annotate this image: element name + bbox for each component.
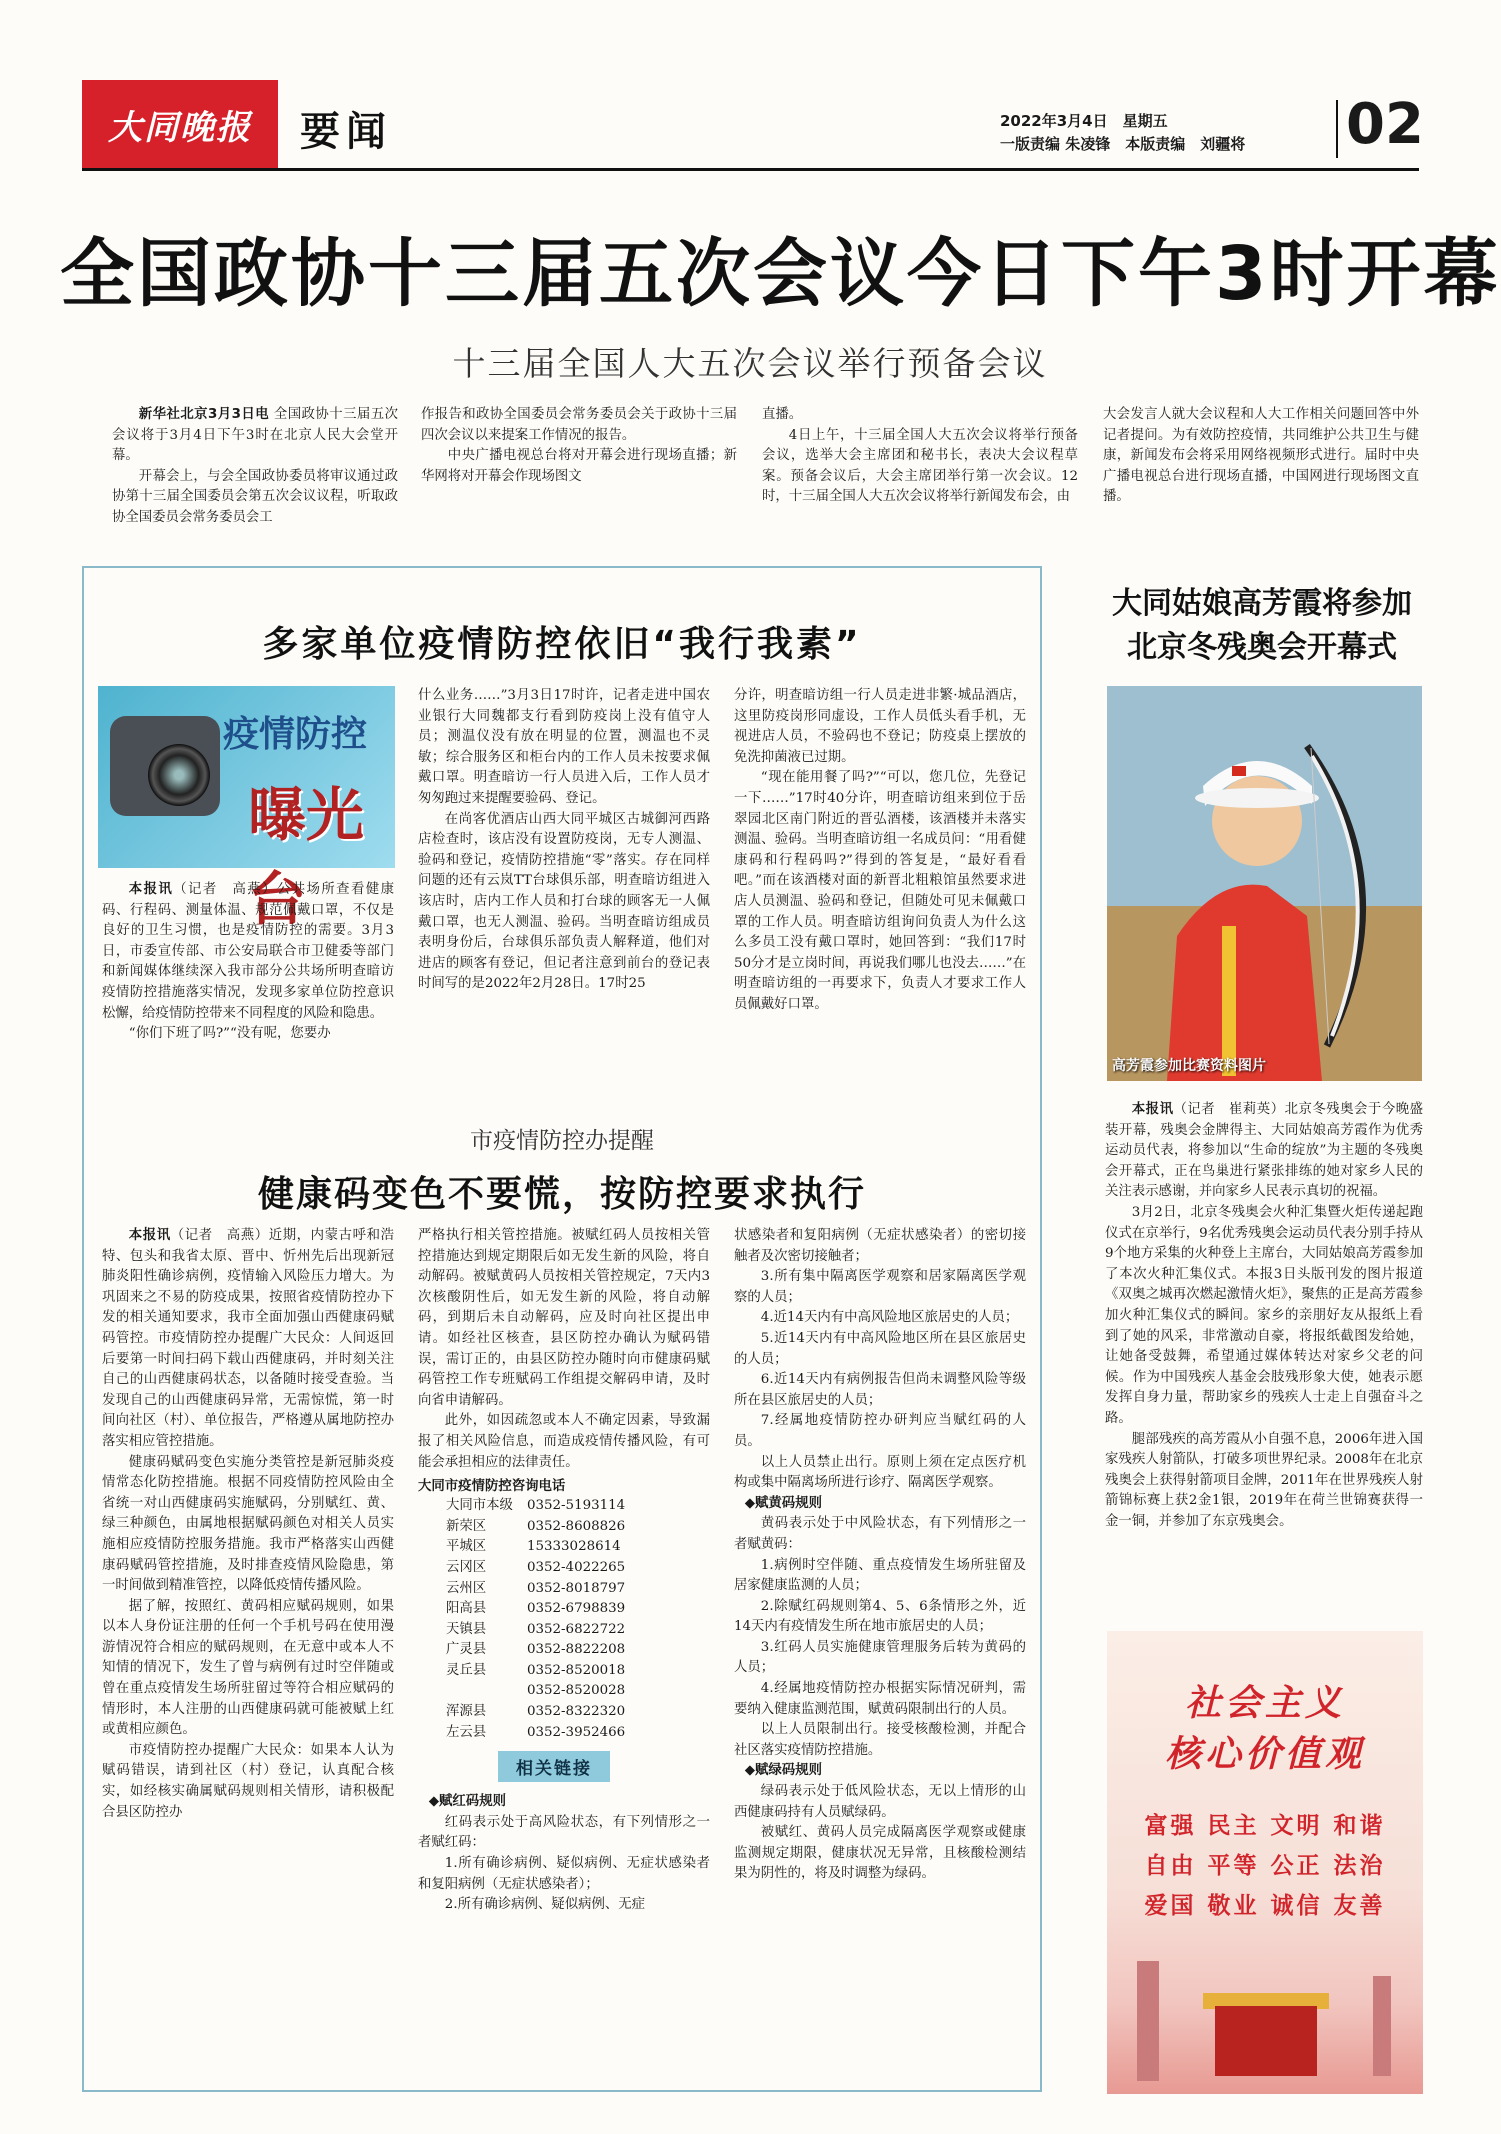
paragraph: 作报告和政协全国委员会常务委员会关于政协十三届四次会议以来提案工作情况的报告。 [421, 407, 737, 443]
phone-area [446, 1681, 527, 1702]
athlete-illustration [1107, 686, 1422, 1081]
phone-area: 云州区 [446, 1580, 487, 1596]
paragraph: 分许，明查暗访组一行人员走进非繁·城品酒店，这里防疫岗形同虚设，工作人员低头看手机，无视进店人员，不验码也不登记；防疫桌上摆放的免洗抑菌液已过期。 [734, 688, 1026, 765]
phone-area: 天镇县 [446, 1621, 487, 1637]
core-values-ad [1107, 1631, 1423, 2094]
lead-subheadline: 十三届全国人大五次会议举行预备会议 [452, 344, 1048, 383]
paragraph: 被赋红、黄码人员完成隔离医学观察或健康监测规定期限，健康状况无异常，且核酸检测结果为阴性的，将及时调整为绿码。 [734, 1825, 1026, 1882]
header-rule [82, 168, 1419, 171]
page-number-divider [1336, 100, 1338, 158]
paragraph: 3.所有集中隔离医学观察和居家隔离医学观察的人员； [734, 1269, 1026, 1305]
phones-title: 大同市疫情防控咨询电话 [418, 1479, 566, 1495]
ad-values-row-2: 自由 平等 公正 法治 [1144, 1853, 1386, 1879]
paragraph: 2.所有确诊病例、疑似病例、无症 [444, 1897, 646, 1913]
paragraph: 3月2日，北京冬残奥会火种汇集暨火炬传递起跑仪式在京举行，9名优秀残奥会运动员代表分别手持从9个地方采集的火种登上主席台，大同姑娘高芳霞参加了本次火种汇集仪式。本报3日头版刊发的图片报道《双奥之城再次燃起激情火炬》，聚焦的正是高芳霞参加火种汇集仪式的瞬间。家乡的亲朋好友从报纸上看到了她的风采，非常激动自豪，将报纸截图发给她，让她备受鼓舞，希望通过媒体转达对家乡父老的问候。作为中国残疾人基金会肢残形象大使，她表示愿发挥自身力量，帮助家乡的残疾人士走上自强奋斗之路。 [1105, 1204, 1423, 1426]
paragraph: 公共场所查看健康码、行程码、测量体温、规范佩戴口罩，不仅是良好的卫生习惯，也是疫情防控的需要。3月3日，市委宣传部、市公安局联合市卫健委等部门和新闻媒体继续深入我市部分公共场所明查暗访疫情防控措施落实情况，发现多家单位防控意识松懈，给疫情防控带来不同程度的风险和隐患。 [102, 882, 394, 1021]
phone-number: 15333028614 [526, 1539, 621, 1555]
story1-column-2 [418, 686, 710, 1110]
dateline: 新华社北京3月3日电 [138, 407, 270, 422]
building-icon [1373, 1976, 1391, 2076]
phone-row [446, 1640, 639, 1661]
paragraph: 绿码表示处于低风险状态，无以上情形的山西健康码持有人员赋绿码。 [734, 1784, 1026, 1820]
lead-column-4 [1103, 405, 1419, 508]
paragraph: “现在能用餐了吗?”“可以，您几位，先登记一下……”17时40分许，明查暗访组来到位于岳翠园北区南门附近的晋弘酒楼，该酒楼并未落实测温、验码。当明查暗访组一名成员问：“用看健康码和行程码吗?”得到的答复是，“最好看看吧。”而在该酒楼对面的新晋北粗粮馆虽然要求进店人员测温、验码和登记，但随处可见未佩戴口罩的工作人员。明查暗访组询问负责人为什么这么多员工没有戴口罩时，她回答到：“我们17时50分才是立岗时间，再说我们哪儿也没去……”在明查暗访组的一再要求下，负责人才要求工作人员佩戴好口罩。 [734, 770, 1026, 1012]
paragraph: 6.近14天内有病例报告但尚未调整风险等级所在县区旅居史的人员； [734, 1372, 1026, 1408]
phone-number: 0352-3952466 [526, 1724, 626, 1740]
phone-number: 0352-5193114 [526, 1498, 626, 1514]
phone-row [446, 1723, 639, 1744]
paragraph: 红码表示处于高风险状态，有下列情形之一者赋红码： [418, 1814, 710, 1851]
ad-title-line-2: 核心价值观 [1164, 1733, 1365, 1775]
paragraph: 开幕会上，与会全国政协委员将审议通过政协第十三届全国委员会第五次会议议程，听取政协全国委员会常务委员会工 [112, 468, 398, 525]
byline: 本报讯 [1131, 1102, 1174, 1117]
phone-number: 0352-6822722 [526, 1621, 626, 1637]
tiananmen-icon [1215, 2006, 1317, 2076]
phone-area: 阳高县 [446, 1601, 487, 1617]
red-rule-title: ◆赋红码规则 [428, 1794, 506, 1810]
paragraph: 腿部残疾的高芳霞从小自强不息，2006年进入国家残疾人射箭队，打破多项世界纪录。2008年在北京残奥会上获得射箭项目金牌，2011年在世界残疾人射箭锦标赛上获2金1银，2019年在荷兰世锦赛获得一金一铜，并参加了东京残奥会。 [1105, 1431, 1423, 1529]
page-number: 02 [1346, 92, 1424, 157]
story2-column-3 [734, 1226, 1026, 2086]
paragraph: 以上人员禁止出行。原则上须在定点医疗机构或集中隔离场所进行诊疗、隔离医学观察。 [734, 1454, 1026, 1491]
paragraph: 严格执行相关管控措施。被赋红码人员按相关管控措施达到规定期限后如无发生新的风险，将自动解码。被赋黄码人员按相关管控规定，7天内3次核酸阴性后，如无发生新的风险，将自动解码，到期后未自动解码，应及时向社区提出申请。如经社区核查，县区防控办确认为赋码错误，需订正的，由县区防控办随时向市健康码赋码管控工作专班赋码工作组提交解码申请，及时向省申请解码。 [418, 1228, 710, 1408]
ad-values-row-1: 富强 民主 文明 和谐 [1144, 1813, 1386, 1839]
green-rule-title: ◆赋绿码规则 [744, 1763, 822, 1779]
paragraph: 此外，如因疏忽或本人不确定因素，导致漏报了相关风险信息，而造成疫情传播风险，有可能会承担相应的法律责任。 [418, 1413, 710, 1470]
editors-line: 一版责编 朱凌锋 本版责编 刘疆将 [1000, 135, 1246, 153]
paragraph: 市疫情防控办提醒广大民众：如果本人认为赋码错误，请到社区（村）登记，认真配合核实，如经核实确属赋码规则相关情形，请积极配合县区防控办 [102, 1742, 394, 1820]
phone-row [446, 1558, 639, 1579]
phone-number: 0352-8608826 [526, 1518, 626, 1534]
banner-line-1: 疫情防控 [223, 714, 368, 755]
side-story-body [1105, 1100, 1423, 1620]
byline: 本报讯 [128, 1228, 171, 1243]
camera-lens-icon [148, 744, 210, 806]
side-story-headline [1086, 582, 1438, 670]
newspaper-logo: 大同晚报 [82, 80, 278, 168]
story2-kicker: 市疫情防控办提醒 [470, 1128, 654, 1154]
phone-number: 0352-6798839 [526, 1601, 626, 1617]
paragraph: 黄码表示处于中风险状态，有下列情形之一者赋黄码： [734, 1516, 1026, 1552]
paragraph: “你们下班了吗?”“没有呢，您要办 [128, 1026, 331, 1042]
phone-row [446, 1681, 639, 1702]
paragraph: 在尚客优酒店山西大同平城区古城御河西路店检查时，该店没有设置防疫岗，无专人测温、验码和登记，疫情防控措施“零”落实。存在同样问题的还有云岚TT台球俱乐部，明查暗访组进入该店时，店内工作人员和打台球的顾客无一人佩戴口罩，也无人测温、验码。当明查暗访组成员表明身份后，台球俱乐部负责人解释道，他们对进店的顾客有登记，但记者注意到前台的登记表时间写的是2022年2月28日。17时25 [418, 811, 710, 992]
story2-column-1 [102, 1226, 394, 2086]
phone-row [446, 1517, 639, 1538]
phone-row [446, 1620, 639, 1641]
story2-headline: 健康码变色不要慌，按防控要求执行 [257, 1174, 866, 1215]
ad-title-line-1: 社会主义 [1184, 1682, 1345, 1724]
phone-area: 浑源县 [446, 1704, 487, 1720]
phone-area: 新荣区 [446, 1518, 487, 1534]
lead-column-1 [112, 405, 398, 529]
phone-number: 0352-8322320 [526, 1704, 626, 1720]
reporter: （记者 高燕） [170, 1228, 269, 1243]
paragraph: 2.除赋红码规则第4、5、6条情形之外，近14天内有疫情发生所在地市旅居史的人员； [734, 1598, 1026, 1635]
phone-number: 0352-8520028 [526, 1683, 626, 1699]
phone-number: 0352-8520018 [526, 1662, 626, 1678]
side-headline-line-1: 大同姑娘高芳霞将参加 [1112, 586, 1412, 621]
phone-row [446, 1579, 639, 1600]
reporter: （记者 高燕） [173, 882, 277, 897]
paragraph: 健康码赋码变色实施分类管控是新冠肺炎疫情常态化防控措施。根据不同疫情防控风险由全省统一对山西健康码实施赋码，分别赋红、黄、绿三种颜色，由属地根据赋码颜色对相关人员实施相应疫情防控服务措施。我市严格落实山西健康码赋码管控措施，及时排查疫情风险隐患，第一时间做到精准管控，以降低疫情传播风险。 [102, 1454, 394, 1594]
paragraph: 3.红码人员实施健康管理服务后转为黄码的人员； [734, 1639, 1026, 1676]
paragraph: 1.所有确诊病例、疑似病例、无症状感染者和复阳病例（无症状感染者）； [418, 1856, 710, 1892]
byline: 本报讯 [128, 882, 174, 897]
paragraph: 4.经属地疫情防控办根据实际情况研判，需要纳入健康监测范围，赋黄码限制出行的人员。 [734, 1681, 1026, 1717]
lead-headline: 全国政协十三届五次会议今日下午3时开幕 [60, 231, 1501, 317]
lead-column-2 [421, 405, 737, 487]
building-icon [1137, 1961, 1159, 2081]
story1-headline: 多家单位疫情防控依旧“我行我素” [262, 624, 862, 665]
story1-column-1 [102, 880, 394, 1110]
story2-column-2 [418, 1226, 710, 2086]
paragraph: 什么业务……”3月3日17时许，记者走进中国农业银行大同魏都支行看到防疫岗上没有值守人员；测温仪没有放在明显的位置，测温也不灵敏；综合服务区和柜台内的工作人员未按要求佩戴口罩。明查暗访一行人员进入后，工作人员才匆匆跑过来提醒要验码、登记。 [418, 688, 710, 806]
ad-values-row-3: 爱国 敬业 诚信 友善 [1144, 1893, 1386, 1919]
phone-area: 云冈区 [446, 1559, 487, 1575]
photo-caption: 高芳霞参加比赛资料图片 [1112, 1058, 1266, 1074]
related-links-tag: 相关链接 [498, 1751, 610, 1782]
paragraph: 以上人员限制出行。接受核酸检测，并配合社区落实疫情防控措施。 [734, 1722, 1026, 1758]
phone-row [446, 1537, 639, 1558]
paragraph: 全国政协十三届五次会议将于3月4日下午3时在北京人民大会堂开幕。 [112, 407, 399, 464]
phone-area: 广灵县 [446, 1642, 487, 1658]
phone-row [446, 1661, 639, 1682]
phone-table [446, 1496, 639, 1743]
paragraph: 7.经属地疫情防控办研判应当赋红码的人员。 [734, 1413, 1026, 1449]
paragraph: 5.近14天内有中高风险地区所在县区旅居史的人员； [734, 1330, 1026, 1367]
section-title: 要闻 [300, 108, 392, 155]
paragraph: 4.近14天内有中高风险地区旅居史的人员； [760, 1310, 1019, 1326]
story1-column-3 [734, 686, 1026, 1110]
date-line: 2022年3月4日 星期五 [1000, 112, 1168, 130]
side-headline-line-2: 北京冬残奥会开幕式 [1127, 630, 1397, 665]
yellow-rule-title: ◆赋黄码规则 [744, 1495, 822, 1511]
phone-number: 0352-8822208 [526, 1642, 626, 1658]
phone-number: 0352-8018797 [526, 1580, 626, 1596]
phone-area: 平城区 [446, 1539, 487, 1555]
paragraph: 北京冬残奥会于今晚盛装开幕，残奥会金牌得主、大同姑娘高芳霞作为优秀运动员代表，将参加以“生命的绽放”为主题的冬残奥会开幕式，正在鸟巢进行紧张排练的她对家乡人民的关注表示感谢，并向家乡人民表示真切的祝福。 [1105, 1102, 1423, 1200]
paragraph: 4日上午，十三届全国人大五次会议将举行预备会议，选举大会主席团和秘书长，表决大会议程草案。预备会议后，大会主席团举行第一次会议。12时，十三届全国人大五次会议将举行新闻发布会，由 [762, 427, 1078, 505]
paragraph: 近期，内蒙古呼和浩特、包头和我省太原、晋中、忻州先后出现新冠肺炎阳性确诊病例，疫情输入风险压力增大。为巩固来之不易的防疫成果，按照省疫情防控办下发的相关通知要求，我市全面加强山西健康码赋码管控。市疫情防控办提醒广大民众：人间返回后要第一时间扫码下载山西健康码，并时刻关注自己的山西健康码状态，以备随时接受查验。当发现自己的山西健康码异常，无需惊慌，第一时间向社区（村）、单位报告，严格遵从属地防控办落实相应管控措施。 [102, 1228, 395, 1449]
paragraph: 直播。 [762, 407, 803, 422]
paragraph: 状感染者和复阳病例（无症状感染者）的密切接触者及次密切接触者； [734, 1228, 1026, 1264]
paragraph: 中央广播电视总台将对开幕会进行现场直播；新华网将对开幕会作现场图文 [421, 448, 737, 484]
phone-row [446, 1496, 639, 1517]
paragraph: 据了解，按照红、黄码相应赋码规则，如果以本人身份证注册的任何一个手机号码在使用漫游情况符合相应的赋码规则，在无意中或本人不知情的情况下，发生了曾与病例有过时空伴随或曾在重点疫情发生场所驻留过等符合相应赋码的情形时，本人注册的山西健康码就可能被赋上红或黄相应颜色。 [102, 1598, 394, 1738]
lead-column-3 [762, 405, 1078, 508]
reporter: （记者 崔莉英） [1173, 1102, 1285, 1117]
banner-line-2: 曝光台 [248, 781, 365, 933]
phone-row [446, 1599, 639, 1620]
phone-area: 灵丘县 [446, 1662, 487, 1678]
phone-number: 0352-4022265 [526, 1559, 626, 1575]
phone-row [446, 1702, 639, 1723]
paragraph: 1.病例时空伴随、重点疫情发生场所驻留及居家健康监测的人员； [734, 1557, 1026, 1594]
athlete-photo [1107, 686, 1422, 1081]
phone-area: 左云县 [446, 1724, 487, 1740]
paragraph: 大会发言人就大会议程和人大工作相关问题回答中外记者提问。为有效防控疫情，共同维护公共卫生与健康，新闻发布会将采用网络视频形式进行。届时中央广播电视总台进行现场直播，中国网进行现场图文直播。 [1103, 407, 1419, 505]
phone-area: 大同市本级 [446, 1498, 513, 1514]
